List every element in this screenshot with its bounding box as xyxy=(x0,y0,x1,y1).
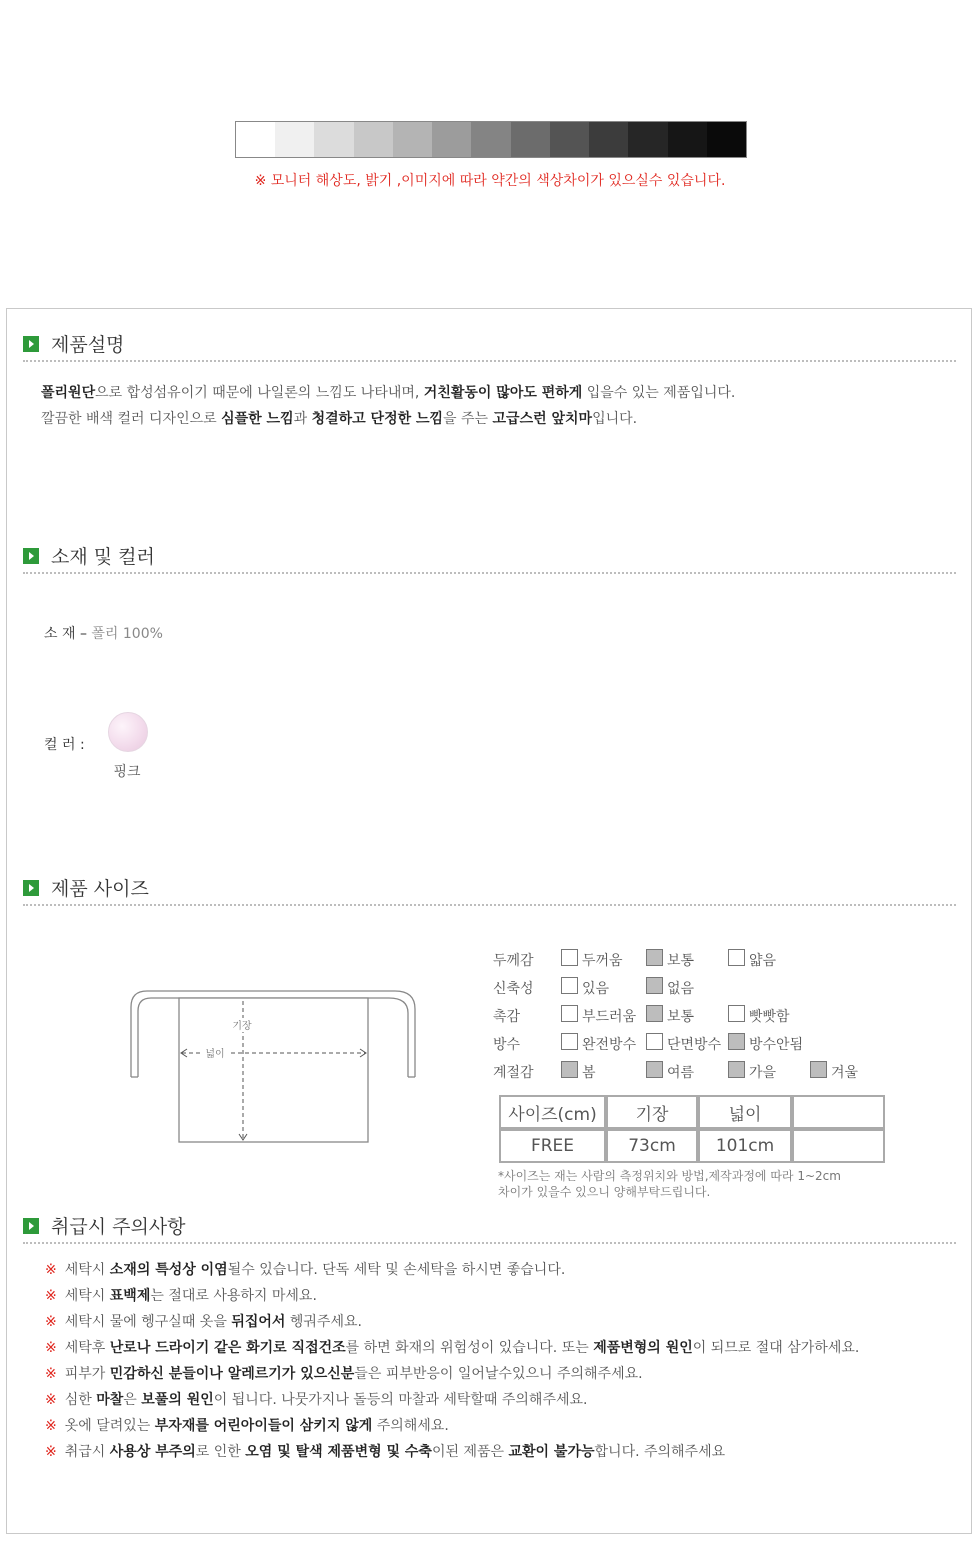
reference-mark-icon: ※ xyxy=(45,1418,57,1434)
table-header-cell: 기장 xyxy=(606,1095,698,1129)
list-item xyxy=(45,1283,859,1309)
color-label: 컬 러 : xyxy=(44,737,85,753)
section-header-size xyxy=(23,874,956,906)
attribute-name: 계절감 xyxy=(493,1065,534,1081)
apron-size-diagram xyxy=(125,987,425,1147)
table-cell xyxy=(792,1129,885,1163)
unchecked-box-icon xyxy=(646,1033,663,1050)
arrow-bullet-icon xyxy=(23,880,39,896)
monitor-color-notice: ※ 모니터 해상도, 밝기 ,이미지에 따라 약간의 색상차이가 있으실수 있습니다. xyxy=(254,173,726,189)
text-segment: 는 절대로 사용하지 마세요. xyxy=(150,1288,317,1304)
attribute-option-label: 두꺼움 xyxy=(582,953,623,969)
material-value: 폴리 100% xyxy=(91,626,163,642)
checked-box-icon xyxy=(646,977,663,994)
text-segment: 로 인한 xyxy=(195,1444,246,1460)
unchecked-box-icon xyxy=(728,1005,745,1022)
attribute-option-label: 겨울 xyxy=(831,1065,859,1081)
reference-mark-icon: ※ xyxy=(45,1288,57,1304)
emphasis-text: 폴리원단 xyxy=(41,385,96,401)
text-segment: 을 주는 xyxy=(443,411,493,427)
arrow-bullet-icon xyxy=(23,1218,39,1234)
text-segment: 입니다. xyxy=(592,411,638,427)
unchecked-box-icon xyxy=(561,949,578,966)
list-item xyxy=(45,1361,859,1387)
unchecked-box-icon xyxy=(561,1005,578,1022)
section-title: 소재 및 컬러 xyxy=(51,546,155,568)
table-cell: FREE xyxy=(499,1129,606,1163)
unchecked-box-icon xyxy=(561,977,578,994)
list-item xyxy=(45,1309,859,1335)
reference-mark-icon: ※ xyxy=(45,1392,57,1408)
checked-box-icon xyxy=(646,1005,663,1022)
care-instructions-list xyxy=(45,1257,859,1465)
grayscale-swatch xyxy=(628,122,667,157)
text-segment: 들은 피부반응이 일어날수있으니 주의해주세요. xyxy=(354,1366,643,1382)
attribute-option-label: 있음 xyxy=(582,981,610,997)
attribute-option-label: 봄 xyxy=(582,1065,596,1081)
reference-mark-icon: ※ xyxy=(45,1340,57,1356)
text-segment: 세탁시 물에 헹구실때 옷을 xyxy=(64,1314,232,1330)
attribute-option-label: 없음 xyxy=(667,981,695,997)
text-segment: 피부가 xyxy=(64,1366,110,1382)
grayscale-swatch xyxy=(354,122,393,157)
arrow-bullet-icon xyxy=(23,336,39,352)
list-item xyxy=(45,1439,859,1465)
checked-box-icon xyxy=(646,949,663,966)
emphasis-text: 청결하고 단정한 느낌 xyxy=(311,411,444,427)
size-disclaimer-line: 차이가 있을수 있으니 양해부탁드립니다. xyxy=(498,1185,711,1199)
text-segment: 될수 있습니다. 단독 세탁 및 손세탁을 하시면 좋습니다. xyxy=(227,1262,566,1278)
text-segment: 입을수 있는 제품입니다. xyxy=(582,385,736,401)
emphasis-text: 뒤집어서 xyxy=(231,1314,286,1330)
reference-mark-icon: ※ xyxy=(45,1444,57,1460)
size-table xyxy=(499,1095,885,1163)
attribute-name: 두께감 xyxy=(493,953,534,969)
text-segment: 과 xyxy=(293,411,312,427)
list-item xyxy=(45,1335,859,1361)
list-item xyxy=(45,1413,859,1439)
unchecked-box-icon xyxy=(728,949,745,966)
text-segment: 세탁후 xyxy=(64,1340,110,1356)
grayscale-swatch xyxy=(589,122,628,157)
text-segment: 를 하면 화재의 위험성이 있습니다. 또는 xyxy=(345,1340,594,1356)
emphasis-text: 교환이 불가능 xyxy=(508,1444,595,1460)
attribute-option-label: 보통 xyxy=(667,1009,695,1025)
list-item xyxy=(45,1257,859,1283)
grayscale-swatch xyxy=(668,122,707,157)
text-segment: 으로 합성섬유이기 때문에 나일론의 느낌도 나타내며, xyxy=(95,385,424,401)
grayscale-swatch xyxy=(236,122,275,157)
text-segment: 헹궈주세요. xyxy=(285,1314,362,1330)
text-segment: 이 되므로 절대 삼가하세요. xyxy=(692,1340,860,1356)
text-segment: 이된 제품은 xyxy=(431,1444,509,1460)
emphasis-text: 소재의 특성상 이염 xyxy=(109,1262,228,1278)
material-label: 소 재 – xyxy=(44,626,87,642)
size-disclaimer-line: *사이즈는 재는 사람의 측정위치와 방법,제작과정에 따라 1~2cm xyxy=(498,1169,841,1183)
diagram-width-label: 넓이 xyxy=(205,1049,225,1060)
emphasis-text: 마찰 xyxy=(96,1392,124,1408)
checked-box-icon xyxy=(646,1061,663,1078)
grayscale-swatch xyxy=(707,122,746,157)
grayscale-swatch xyxy=(550,122,589,157)
attribute-option-label: 여름 xyxy=(667,1065,695,1081)
table-header-cell: 사이즈(cm) xyxy=(499,1095,606,1129)
product-info-panel xyxy=(6,308,972,1534)
emphasis-text: 난로나 드라이기 같은 화기로 직접건조 xyxy=(109,1340,346,1356)
grayscale-swatch xyxy=(471,122,510,157)
reference-mark-icon: ※ xyxy=(45,1314,57,1330)
color-swatch-pink xyxy=(108,712,148,752)
grayscale-swatch xyxy=(314,122,353,157)
grayscale-swatch xyxy=(393,122,432,157)
emphasis-text: 고급스런 앞치마 xyxy=(492,411,593,427)
emphasis-text: 심플한 느낌 xyxy=(221,411,294,427)
attribute-option-label: 단면방수 xyxy=(667,1037,722,1053)
section-header-material xyxy=(23,542,956,574)
section-header-description xyxy=(23,330,956,362)
arrow-bullet-icon xyxy=(23,548,39,564)
emphasis-text: 오염 및 탈색 제품변형 및 수축 xyxy=(245,1444,432,1460)
emphasis-text: 사용상 부주의 xyxy=(109,1444,196,1460)
section-title: 제품설명 xyxy=(51,334,125,356)
text-segment: 옷에 달려있는 xyxy=(64,1418,155,1434)
table-cell: 101cm xyxy=(698,1129,792,1163)
list-item xyxy=(45,1387,859,1413)
emphasis-text: 거친활동이 많아도 편하게 xyxy=(423,385,583,401)
grayscale-calibration-bar xyxy=(235,121,747,158)
section-title: 취급시 주의사항 xyxy=(51,1216,186,1238)
table-header-cell: 넓이 xyxy=(698,1095,792,1129)
attribute-name: 촉감 xyxy=(493,1009,521,1025)
emphasis-text: 제품변형의 원인 xyxy=(593,1340,693,1356)
attribute-name: 신축성 xyxy=(493,981,534,997)
attribute-option-label: 보통 xyxy=(667,953,695,969)
grayscale-swatch xyxy=(432,122,471,157)
text-segment: 심한 xyxy=(64,1392,97,1408)
material-line xyxy=(44,623,163,643)
attribute-name: 방수 xyxy=(493,1037,521,1053)
emphasis-text: 보풀의 원인 xyxy=(141,1392,214,1408)
grayscale-swatch xyxy=(511,122,550,157)
section-header-care xyxy=(23,1212,956,1244)
attribute-option-label: 얇음 xyxy=(749,953,777,969)
checked-box-icon xyxy=(728,1061,745,1078)
size-disclaimer xyxy=(498,1168,841,1200)
attribute-option-label: 완전방수 xyxy=(582,1037,637,1053)
attribute-option-label: 가을 xyxy=(749,1065,777,1081)
diagram-length-label: 기장 xyxy=(232,1021,252,1032)
text-segment: 은 xyxy=(123,1392,142,1408)
text-segment: 세탁시 xyxy=(64,1262,110,1278)
attribute-option-label: 부드러움 xyxy=(582,1009,637,1025)
grayscale-swatch xyxy=(275,122,314,157)
text-segment: 세탁시 xyxy=(64,1288,110,1304)
section-title: 제품 사이즈 xyxy=(51,878,149,900)
table-header-row xyxy=(499,1095,885,1129)
checked-box-icon xyxy=(810,1061,827,1078)
description-line-1 xyxy=(41,382,735,402)
emphasis-text: 민감하신 분들이나 알레르기가 있으신분 xyxy=(109,1366,355,1382)
text-segment: 합니다. 주의해주세요 xyxy=(594,1444,726,1460)
unchecked-box-icon xyxy=(561,1033,578,1050)
table-row xyxy=(499,1129,885,1163)
table-header-cell xyxy=(792,1095,885,1129)
checked-box-icon xyxy=(728,1033,745,1050)
text-segment: 이 됩니다. 나뭇가지나 돌등의 마찰과 세탁할때 주의해주세요. xyxy=(213,1392,588,1408)
emphasis-text: 표백제 xyxy=(109,1288,151,1304)
emphasis-text: 부자재를 어린아이들이 삼키지 않게 xyxy=(154,1418,373,1434)
attribute-option-label: 방수안됨 xyxy=(749,1037,804,1053)
description-line-2 xyxy=(41,408,637,428)
text-segment: 취급시 xyxy=(64,1444,110,1460)
color-swatch-name: 핑크 xyxy=(113,764,141,780)
text-segment: 깔끔한 배색 컬러 디자인으로 xyxy=(41,411,222,427)
reference-mark-icon: ※ xyxy=(45,1262,57,1278)
reference-mark-icon: ※ xyxy=(45,1366,57,1382)
attribute-option-label: 빳빳함 xyxy=(749,1009,790,1025)
checked-box-icon xyxy=(561,1061,578,1078)
text-segment: 주의해세요. xyxy=(372,1418,449,1434)
table-cell: 73cm xyxy=(606,1129,698,1163)
